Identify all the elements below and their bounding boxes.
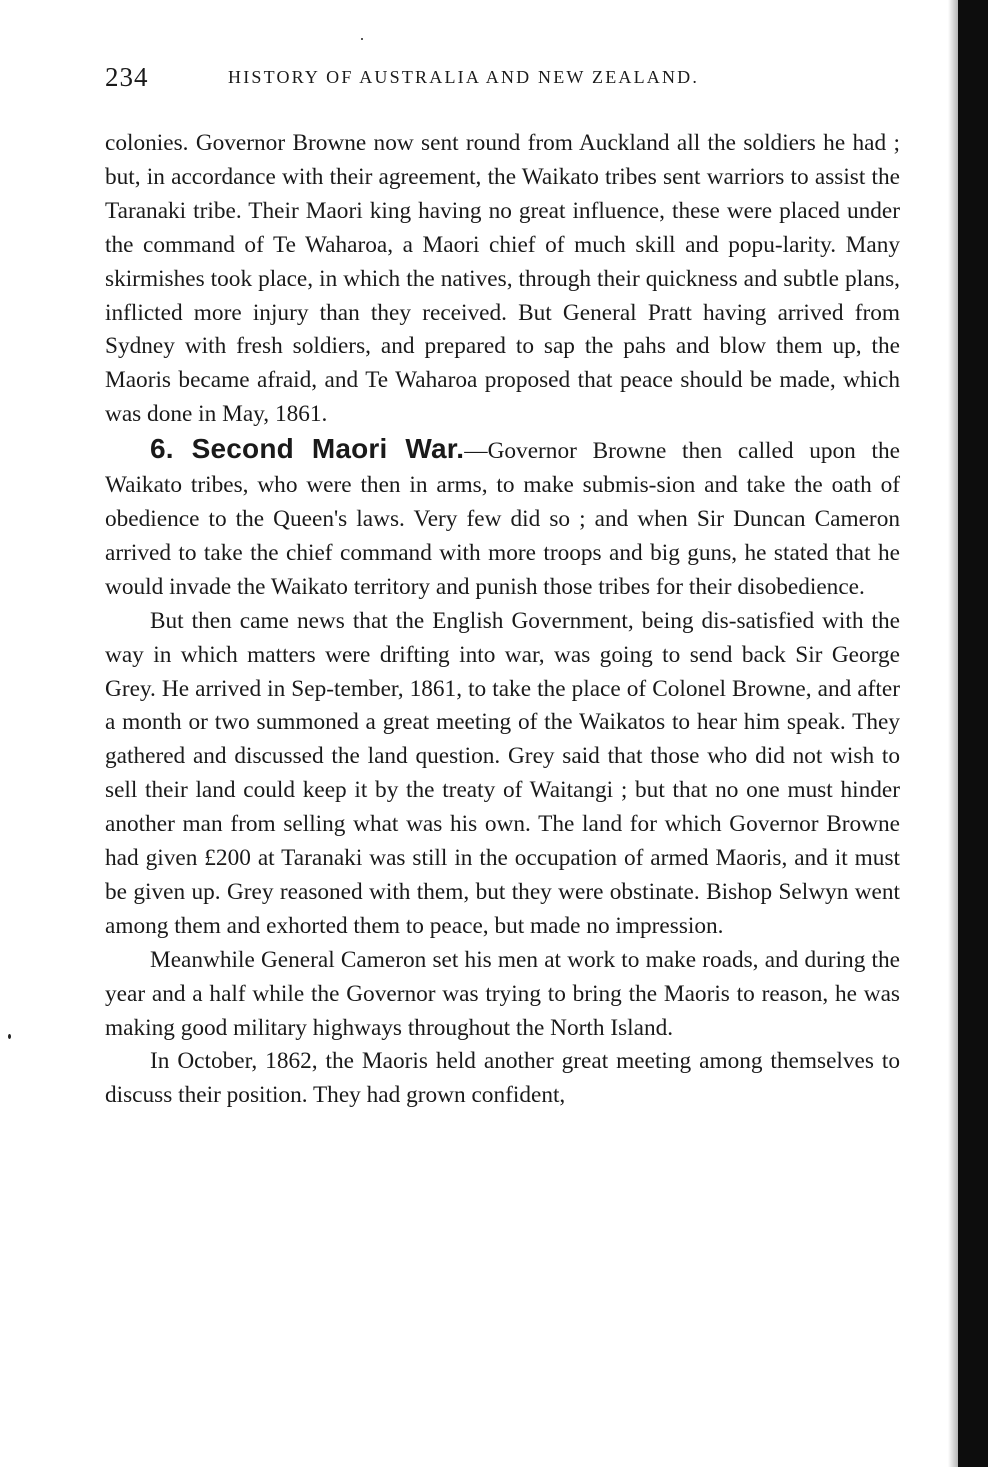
paragraph-4: [105, 944, 900, 1046]
paragraph-1: [105, 127, 900, 432]
scan-speck: [361, 38, 363, 40]
paragraph-5-text: In October, 1862, the Maoris held another great meeting among themselves to discuss their position. They had grown confident,: [105, 1048, 900, 1109]
paragraph-4-text: Meanwhile General Cameron set his men at work to make roads, and during the year and a half while the Governor was trying to bring the Maoris to reason, he was making good military highways throughout the North Island.: [105, 946, 900, 1041]
paragraph-3: [105, 605, 900, 944]
body-text: [105, 127, 900, 1113]
paragraph-5: [105, 1045, 900, 1113]
running-head: [105, 62, 900, 102]
paragraph-2-text: —Governor Browne then called upon the Waikato tribes, who were then in arms, to make submis-sion and take the oath of obedience to the Queen's laws. Very few did so ; and when Sir Duncan Cameron arrived to take the chief command with more troops and big guns, he stated that he would invade the Waikato territory and punish those tribes for their disobedience.: [105, 438, 900, 600]
running-title: HISTORY OF AUSTRALIA AND NEW ZEALAND.: [228, 67, 700, 87]
page-number: 234: [105, 62, 149, 92]
paragraph-1-text: colonies. Governor Browne now sent round from Auckland all the soldiers he had ; but, in accordance with their agreement, the Waikato tribes sent warriors to assist the Taranaki tribe. Their Maori king having no great influence, these were placed under the command of Te Waharoa, a Maori chief of much skill and popu-larity. Many skirmishes took place, in which the natives, through their quickness and subtle plans, inflicted more injury than they received. But General Pratt having arrived from Sydney with fresh soldiers, and prepared to sap the pahs and blow them up, the Maoris became afraid, and Te Waharoa proposed that peace should be made, which was done in May, 1861.: [105, 130, 900, 428]
paragraph-2: [105, 432, 900, 605]
binding-edge: [958, 0, 988, 1467]
scan-speck: [8, 1034, 11, 1039]
paragraph-3-text: But then came news that the English Government, being dis-satisfied with the way in which matters were drifting into war, was going to send back Sir George Grey. He arrived in Sep-tember, 1861, to take the place of Colonel Browne, and after a month or two summoned a great meeting of the Waikatos to hear him speak. They gathered and discussed the land question. Grey said that those who did not wish to sell their land could keep it by the treaty of Waitangi ; but that no one must hinder another man from selling what was his own. The land for which Governor Browne had given £200 at Taranaki was still in the occupation of armed Maoris, and it must be given up. Grey reasoned with them, but they were obstinate. Bishop Selwyn went among them and exhorted them to peace, but made no impression.: [105, 607, 900, 939]
section-heading: 6. Second Maori War.: [150, 433, 465, 465]
